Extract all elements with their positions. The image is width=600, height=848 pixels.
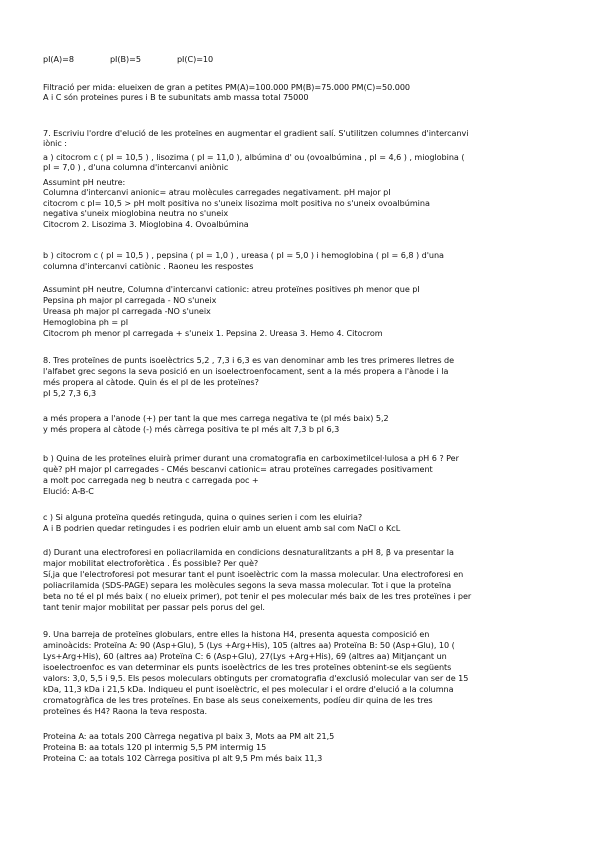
answer-line: Proteina A: aa totals 200 Càrrega negativa pI baix 3, Mots aa PM alt 21,5 (43, 731, 335, 741)
text-line: isoelectroenfoc es van determinar els punts isoelèctrics de les tres proteïnes obtenint-se els següents (43, 662, 452, 672)
text-line: pI = 7,0 ) , d'una columna d'intercanvi aniònic (43, 162, 229, 172)
text-line: Ureasa ph major pI carregada -NO s'uneix (43, 306, 211, 316)
pi-a: pI(A)=8 (43, 54, 74, 64)
text-line: c ) Si alguna proteïna quedés retinguda, quina o quines serien i com les eluiria? (43, 512, 363, 522)
text-line: Assumint pH neutre: (43, 177, 126, 187)
text-line: Elució: A-B-C (43, 486, 94, 496)
answer-line: Proteina C: aa totals 102 Càrrega positiva pI alt 9,5 Pm més baix 11,3 (43, 753, 323, 763)
text-line: Filtració per mida: elueixen de gran a petites PM(A)=100.000 PM(B)=75.000 PM(C)=50.000 (43, 82, 411, 92)
text-line: què? pH major pI carregades - CMés bescanvi cationic= atrau proteïnes carregades positivament (43, 464, 433, 474)
text-line: A i B podrien quedar retingudes i es podrien eluir amb un eluent amb sal com NaCl o KcL (43, 523, 401, 533)
text-line: més propera al càtode. Quin és el pI de les proteïnes? (43, 377, 259, 387)
text-line: a més propera a l'anode (+) per tant la que mes carrega negativa te (pI més baix) 5,2 (43, 413, 389, 423)
text-line: aminoàcids: Proteïna A: 90 (Asp+Glu), 5 (Lys +Arg+His), 105 (altres aa) Proteïna B: 50 (Asp+Glu), 10 ( (43, 640, 455, 650)
text-line: Citocrom 2. Lisozima 3. Mioglobina 4. Ovoalbúmina (43, 219, 249, 229)
text-line: tant tenir major mobilitat per passar pels porus del gel. (43, 602, 265, 612)
text-line: d) Durant una electroforesi en poliacrilamida en condicions desnaturalitzants a pH 8, β va presentar la (43, 547, 454, 557)
text-line: poliacrilamida (SDS-PAGE) separa les molècules segons la seva massa molecular. Tot i que la proteïna (43, 580, 452, 590)
text-line: iònic : (43, 138, 67, 148)
text-line: l'alfabet grec segons la seva posició en un isoelectroenfocament, sent a la més propera a l'ànode i la (43, 366, 449, 376)
text-line: 9. Una barreja de proteïnes globulars, entre elles la histona H4, presenta aquesta composició en (43, 629, 430, 639)
text-line: Hemoglobina ph = pI (43, 317, 129, 327)
text-line: Lys+Arg+His), 60 (altres aa) Proteïna C: 6 (Asp+Glu), 27(Lys +Arg+His), 69 (altres aa) Mitjançant un (43, 651, 447, 661)
text-line: citocrom c pI= 10,5 > pH molt positiva no s'uneix lisozima molt positiva no s'uneix ovoalbúmina (43, 198, 430, 208)
text-line: 8. Tres proteïnes de punts isoelèctrics 5,2 , 7,3 i 6,3 es van denominar amb les tres primeres lletres de (43, 355, 455, 365)
text-line: Pepsina ph major pI carregada - NO s'uneix (43, 295, 217, 305)
header-pi-row (43, 54, 213, 64)
answer-line: Proteina B: aa totals 120 pI intermig 5,5 PM intermig 15 (43, 742, 267, 752)
text-line: y més propera al càtode (-) més càrrega positiva te pI més alt 7,3 b pI 6,3 (43, 424, 340, 434)
text-line: cromatogràfica de les tres proteïnes. En base als seus coneixements, podíeu dir quina de les tres (43, 695, 433, 705)
text-line: Citocrom ph menor pI carregada + s'uneix 1. Pepsina 2. Ureasa 3. Hemo 4. Citocrom (43, 328, 383, 338)
text-line: b ) Quina de les proteïnes eluirà primer durant una cromatografia en carboximetilcel·lulosa a pH 6 ? Per (43, 453, 459, 463)
text-line: proteïnes és H4? Raona la teva resposta. (43, 706, 208, 716)
text-line: Columna d'intercanvi anionic= atrau molècules carregades negativament. pH major pI (43, 187, 391, 197)
text-line: a molt poc carregada neg b neutra c carregada poc + (43, 475, 259, 485)
text-line: negativa s'uneix mioglobina neutra no s'uneix (43, 208, 229, 218)
text-line: pI 5,2 7,3 6,3 (43, 388, 97, 398)
text-line: Assumint pH neutre, Columna d'intercanvi cationic: atreu proteïnes positives ph menor que pI (43, 284, 420, 294)
text-line: Sí,ja que l'electroforesi pot mesurar tant el punt isoelèctric com la massa molecular. Una electroforesi en (43, 569, 464, 579)
text-line: b ) citocrom c ( pI = 10,5 ) , pepsina ( pI = 1,0 ) , ureasa ( pI = 5,0 ) i hemoglobina ( pI = 6,8 ) d'una (43, 250, 444, 260)
text-line: a ) citocrom c ( pI = 10,5 ) , lisozima ( pI = 11,0 ), albúmina d' ou (ovoalbúmina , pI = 4,6 ) , mioglobina ( (43, 152, 465, 162)
pi-c: pI(C)=10 (176, 54, 214, 64)
pi-b: pI(B)=5 (109, 54, 141, 64)
text-line: columna d'intercanvi catiònic . Raoneu les respostes (43, 261, 254, 271)
text-line: 7. Escriviu l'ordre d'elució de les proteïnes en augmentar el gradient salí. S'utilitzen columnes d'intercanvi (43, 128, 469, 138)
text-line: valors: 3,0, 5,5 i 9,5. Els pesos moleculars obtinguts per cromatografia d'exclusió molecular van ser de 15 (43, 673, 469, 683)
text-line: major mobilitat electroforètica . És possible? Per què? (43, 558, 259, 568)
text-line: A i C són proteines pures i B te subunitats amb massa total 75000 (43, 92, 309, 102)
text-line: kDa, 11,3 kDa i 21,5 kDa. Indiqueu el punt isoelèctric, el pes molecular i el ordre d'elució a la columna (43, 684, 454, 694)
text-line: beta no té el pI més baix ( no elueix primer), pot tenir el pes molecular més baix de les tres proteïnes i per (43, 591, 472, 601)
